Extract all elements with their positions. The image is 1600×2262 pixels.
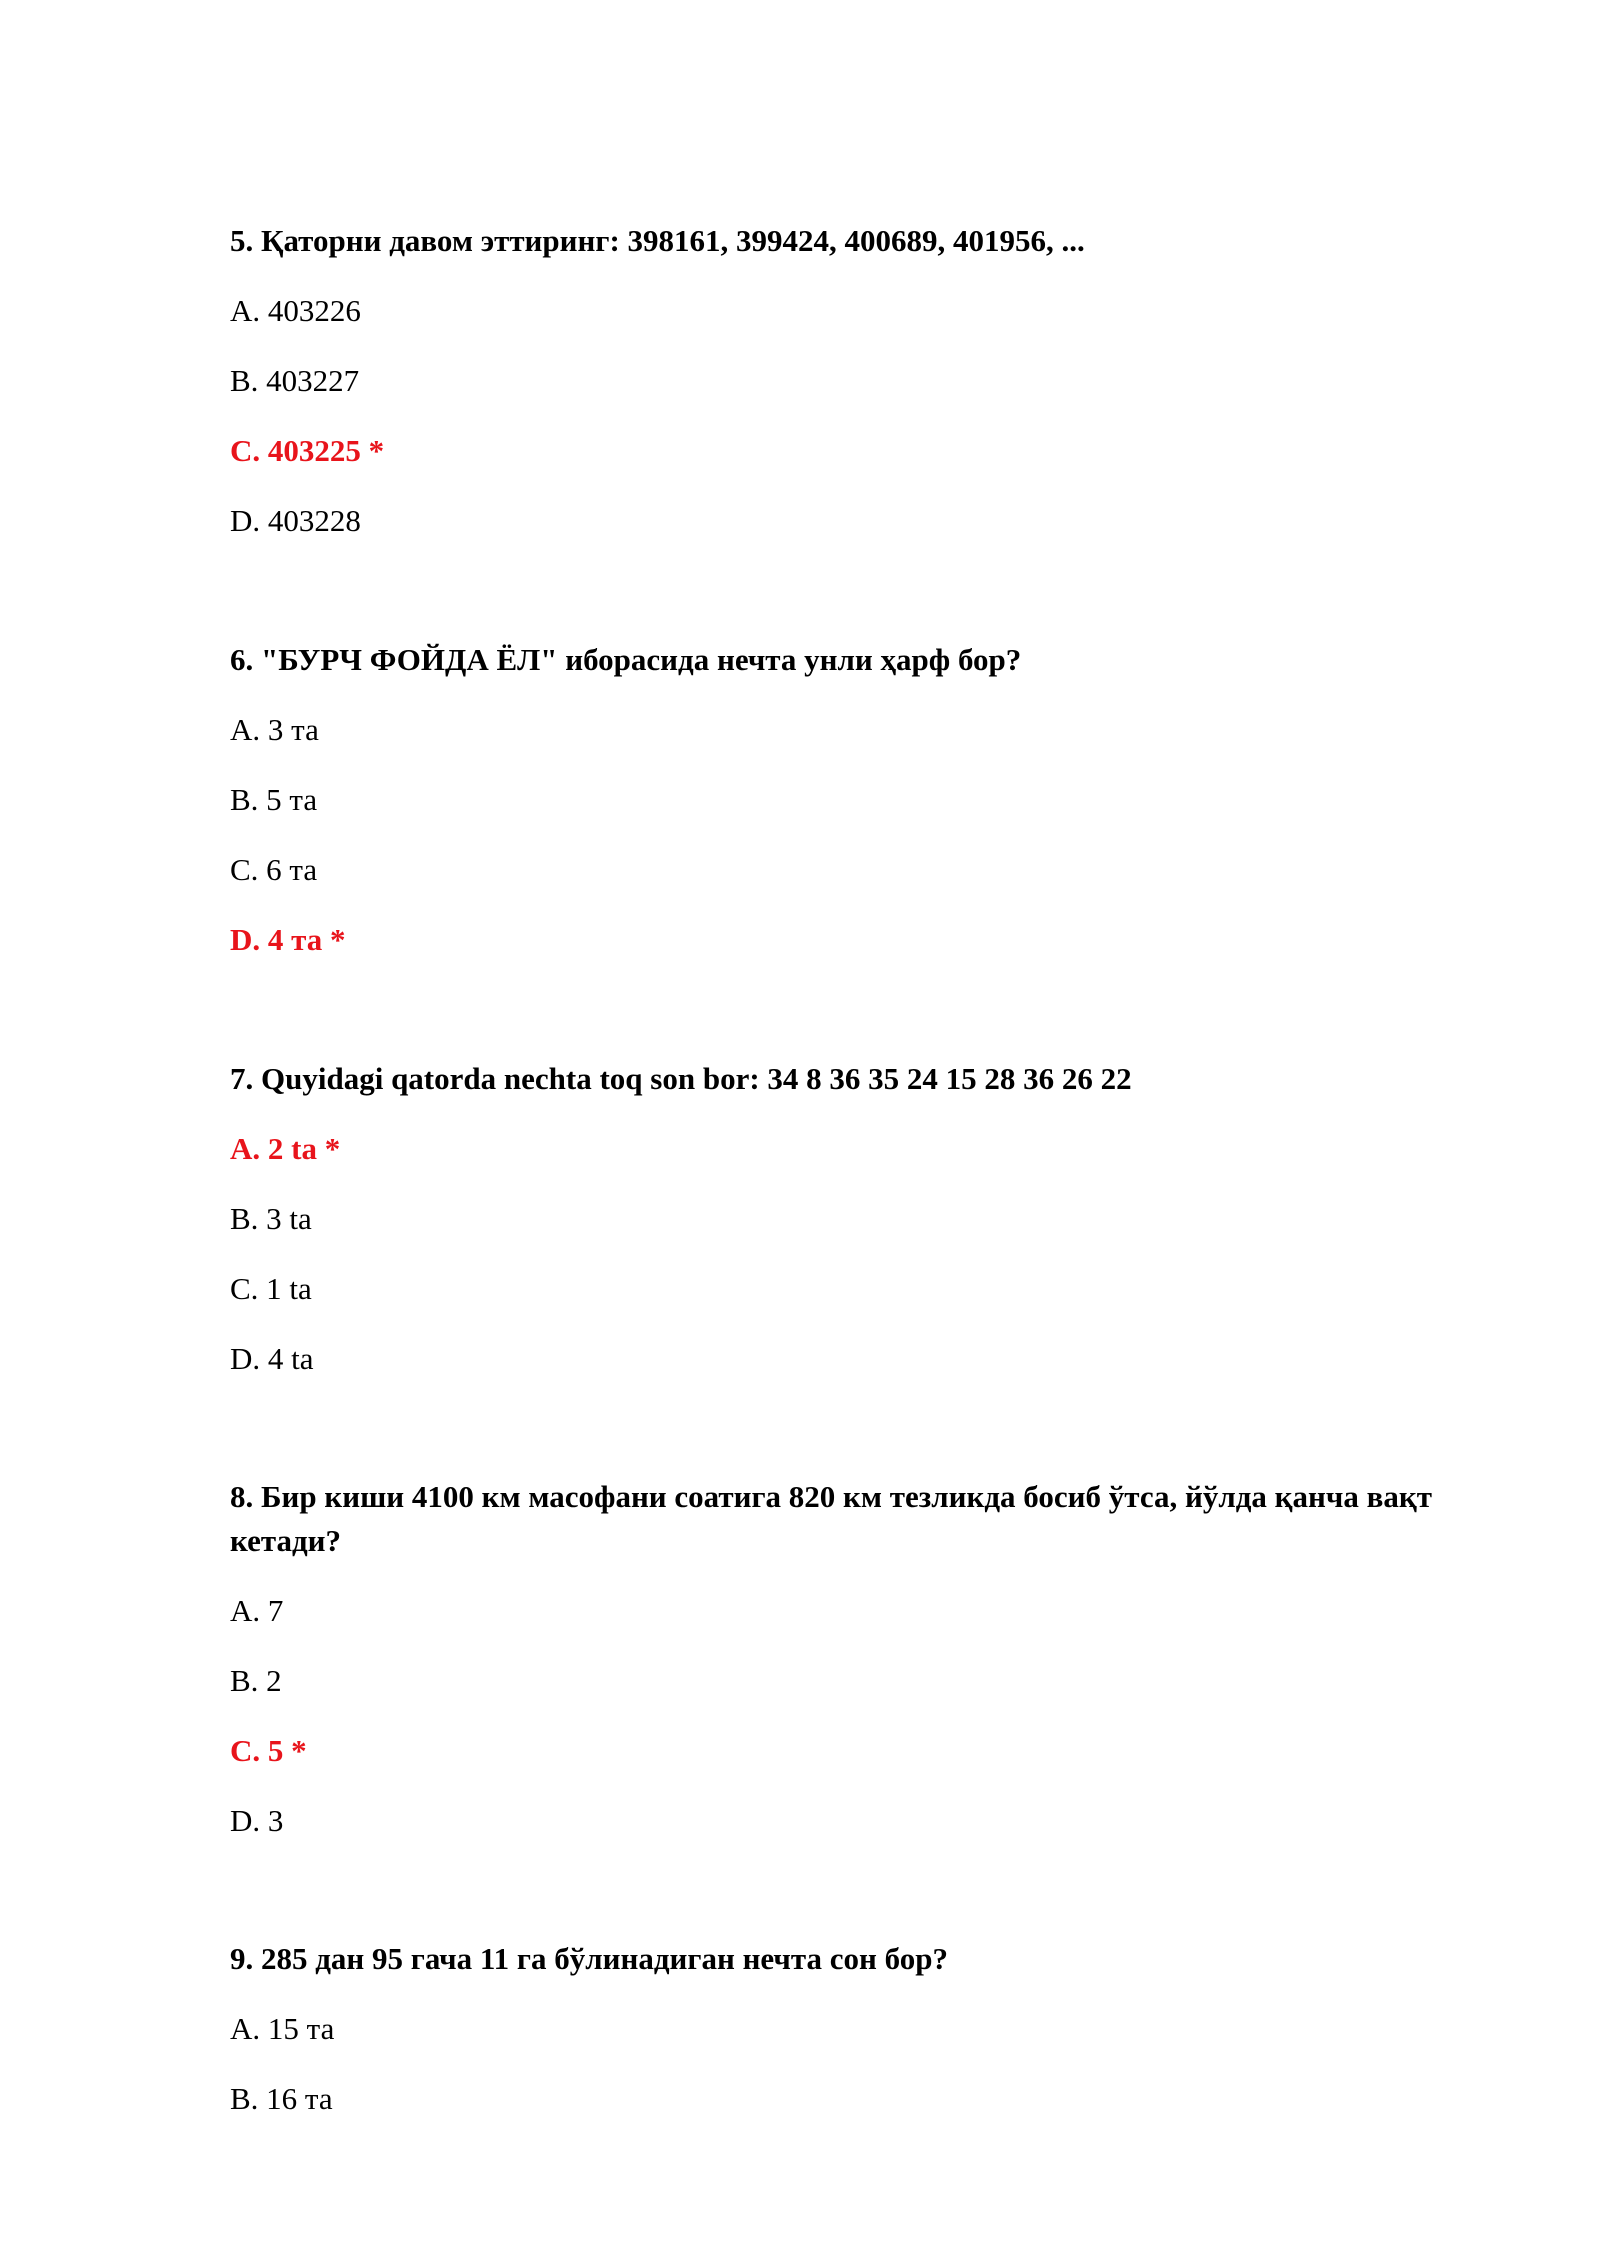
question-6 [230,638,1500,988]
question-5 [230,219,1500,569]
question-text: 5. Қаторни давом эттиринг: 398161, 399424, 400689, 401956, ... [230,223,1085,258]
answer-option-a: A. 3 та [230,712,319,747]
answer-option-a: A. 7 [230,1593,284,1628]
question-text: 6. "БУРЧ ФОЙДА ЁЛ" иборасида нечта унли ҳарф бор? [230,642,1022,677]
answer-option-d-correct: D. 4 та * [230,922,346,957]
question-text: 8. Бир киши 4100 км масофани соатига 820 км тезликда босиб ўтса, йўлда қанча вақт кетади? [230,1479,1432,1558]
answer-option-c-correct: C. 5 * [230,1733,307,1768]
answer-option-b: B. 16 та [230,2081,333,2116]
question-8 [230,1475,1500,1869]
question-9 [230,1937,1500,2147]
answer-option-b: B. 5 та [230,782,318,817]
answer-option-c: C. 1 ta [230,1271,312,1306]
answer-option-d: D. 3 [230,1803,284,1838]
answer-option-a-correct: A. 2 ta * [230,1131,341,1166]
answer-option-c-correct: C. 403225 * [230,433,385,468]
answer-option-a: A. 15 та [230,2011,335,2046]
answer-option-c: C. 6 та [230,852,318,887]
question-text: 9. 285 дан 95 гача 11 га бўлинадиган нечта сон бор? [230,1941,948,1976]
answer-option-a: A. 403226 [230,293,361,328]
answer-option-b: B. 3 ta [230,1201,312,1236]
answer-option-d: D. 4 ta [230,1341,314,1376]
question-7 [230,1057,1500,1407]
answer-option-d: D. 403228 [230,503,361,538]
question-text: 7. Quyidagi qatorda nechta toq son bor: 34 8 36 35 24 15 28 36 26 22 [230,1061,1132,1096]
answer-option-b: B. 403227 [230,363,360,398]
answer-option-b: B. 2 [230,1663,282,1698]
